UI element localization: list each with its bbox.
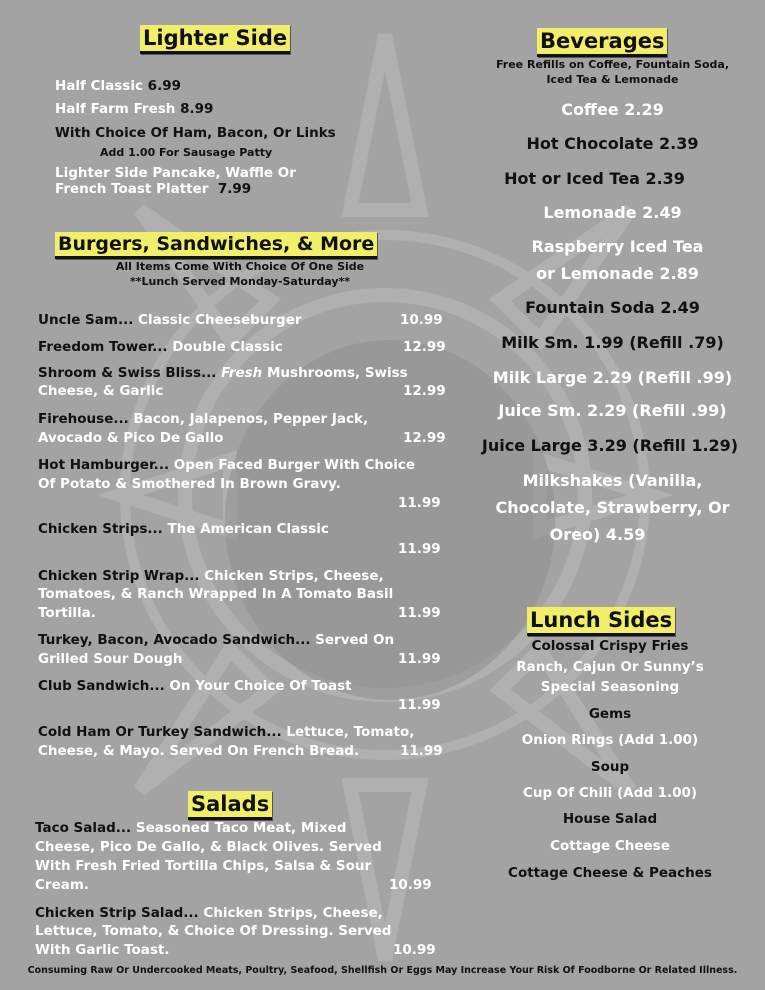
side-onion-rings: Onion Rings (Add 1.00) [521, 732, 699, 748]
menu-item-hot-hamburger: Hot Hamburger... Open Faced Burger With Choice [38, 457, 416, 473]
beverage-juice-large: Juice Large 3.29 (Refill 1.29) [481, 436, 739, 455]
taco-desc-3: With Fresh Fried Tortilla Chips, Salsa & Sour [35, 858, 372, 874]
wrap-desc-2: Tomatoes, & Ranch Wrapped In A Tomato Basil [38, 586, 394, 602]
price-uncle-sam: 10.99 [400, 312, 443, 328]
shroom-desc-2: Cheese, & Garlic [38, 383, 164, 399]
price-chicken-strip-salad: 10.99 [393, 942, 436, 958]
turkey-desc-2: Grilled Sour Dough [38, 651, 183, 667]
price-chicken-strips: 11.99 [398, 541, 441, 557]
firehouse-desc-2: Avocado & Pico De Gallo [38, 430, 224, 446]
beverage-tea: Hot or Iced Tea 2.39 [504, 169, 685, 188]
beverage-milk-small: Milk Sm. 1.99 (Refill .79) [501, 333, 724, 352]
side-cottage-cheese: Cottage Cheese [550, 838, 670, 854]
sausage-note: Add 1.00 For Sausage Patty [100, 146, 273, 159]
side-soup: Soup [590, 759, 630, 775]
cold-ham-desc-2: Cheese, & Mayo. Served On French Bread. [38, 743, 360, 759]
menu-item-half-classic: Half Classic 6.99 [55, 78, 181, 94]
menu-item-chicken-strips: Chicken Strips... The American Classic [38, 521, 329, 537]
beverage-coffee: Coffee 2.29 [561, 100, 664, 119]
lighter-choice-note: With Choice Of Ham, Bacon, Or Links [55, 125, 336, 141]
menu-item-shroom-swiss: Shroom & Swiss Bliss... Fresh Mushrooms, Swiss [38, 365, 408, 381]
price-turkey-bacon-avocado: 11.99 [398, 651, 441, 667]
food-safety-disclaimer: Consuming Raw Or Undercooked Meats, Poultry, Seafood, Shellfish Or Eggs May Increase Your Risk Of Foodborne Or Related Illness. [27, 965, 738, 976]
beverage-milkshake-2: Chocolate, Strawberry, Or [495, 498, 730, 517]
platter-line-1: Lighter Side Pancake, Waffle Or [55, 165, 296, 181]
beverage-raspberry-1: Raspberry Iced Tea [531, 237, 704, 256]
menu-item-uncle-sam: Uncle Sam... Classic Cheeseburger [38, 312, 302, 328]
chicken-salad-desc-3: With Garlic Toast. [35, 942, 170, 958]
taco-desc-4: Cream. [35, 877, 90, 893]
beverage-lemonade: Lemonade 2.49 [543, 203, 682, 222]
beverage-milk-large: Milk Large 2.29 (Refill .99) [492, 368, 733, 387]
refill-note-1: Free Refills on Coffee, Fountain Soda, [495, 58, 730, 71]
side-chili: Cup Of Chili (Add 1.00) [522, 785, 698, 801]
menu-item-freedom-tower: Freedom Tower... Double Classic [38, 339, 283, 355]
side-seasoning-2: Special Seasoning [540, 679, 680, 695]
side-seasoning-1: Ranch, Cajun Or Sunny’s [516, 659, 704, 675]
menu-item-chicken-strip-salad: Chicken Strip Salad... Chicken Strips, Cheese, [35, 905, 383, 921]
menu-item-club-sandwich: Club Sandwich... On Your Choice Of Toast [38, 678, 352, 694]
price-firehouse: 12.99 [403, 430, 446, 446]
price-shroom-swiss: 12.99 [403, 383, 446, 399]
price-cold-ham-turkey: 11.99 [400, 743, 443, 759]
refill-note-2: Iced Tea & Lemonade [546, 73, 679, 86]
side-fries: Colossal Crispy Fries [531, 638, 689, 654]
lunch-sides-heading: Lunch Sides [527, 607, 675, 636]
menu-item-cold-ham-turkey: Cold Ham Or Turkey Sandwich... Lettuce, Tomato, [38, 724, 415, 740]
burgers-heading: Burgers, Sandwiches, & More [55, 232, 377, 259]
beverages-heading: Beverages [537, 28, 667, 57]
menu-item-taco-salad: Taco Salad... Seasoned Taco Meat, Mixed [35, 820, 347, 836]
beverage-milkshake-1: Milkshakes (Vanilla, [522, 471, 703, 490]
beverage-milkshake-3: Oreo) 4.59 [549, 525, 646, 544]
beverage-raspberry-2: or Lemonade 2.89 [536, 264, 699, 283]
salads-heading: Salads [188, 791, 272, 820]
price-hot-hamburger: 11.99 [398, 495, 441, 511]
menu-item-chicken-strip-wrap: Chicken Strip Wrap... Chicken Strips, Cheese, [38, 568, 384, 584]
burgers-note-lunch: **Lunch Served Monday-Saturday** [129, 275, 351, 288]
side-cottage-cheese-peaches: Cottage Cheese & Peaches [508, 865, 712, 881]
hot-hamburger-desc-2: Of Potato & Smothered In Brown Gravy. [38, 476, 341, 492]
beverage-fountain-soda: Fountain Soda 2.49 [525, 298, 700, 317]
menu-item-turkey-bacon-avocado: Turkey, Bacon, Avocado Sandwich... Served On [38, 632, 395, 648]
beverage-hot-chocolate: Hot Chocolate 2.39 [526, 134, 699, 153]
menu-item-firehouse: Firehouse... Bacon, Jalapenos, Pepper Jack, [38, 411, 369, 427]
platter-line-2: French Toast Platter 7.99 [55, 181, 252, 197]
chicken-salad-desc-2: Lettuce, Tomato, & Choice Of Dressing. Served [35, 923, 392, 939]
lighter-side-heading: Lighter Side [140, 25, 290, 54]
price-club-sandwich: 11.99 [398, 697, 441, 713]
menu-item-half-farm-fresh: Half Farm Fresh 8.99 [55, 101, 214, 117]
side-gems: Gems [588, 706, 632, 722]
price-taco-salad: 10.99 [389, 877, 432, 893]
wrap-desc-3: Tortilla. [38, 605, 96, 621]
taco-desc-2: Cheese, Pico De Gallo, & Black Olives. Served [35, 839, 382, 855]
beverage-juice-small: Juice Sm. 2.29 (Refill .99) [498, 401, 727, 420]
burgers-note-side: All Items Come With Choice Of One Side [115, 260, 365, 273]
price-chicken-strip-wrap: 11.99 [398, 605, 441, 621]
side-house-salad: House Salad [562, 811, 658, 827]
price-freedom-tower: 12.99 [403, 339, 446, 355]
